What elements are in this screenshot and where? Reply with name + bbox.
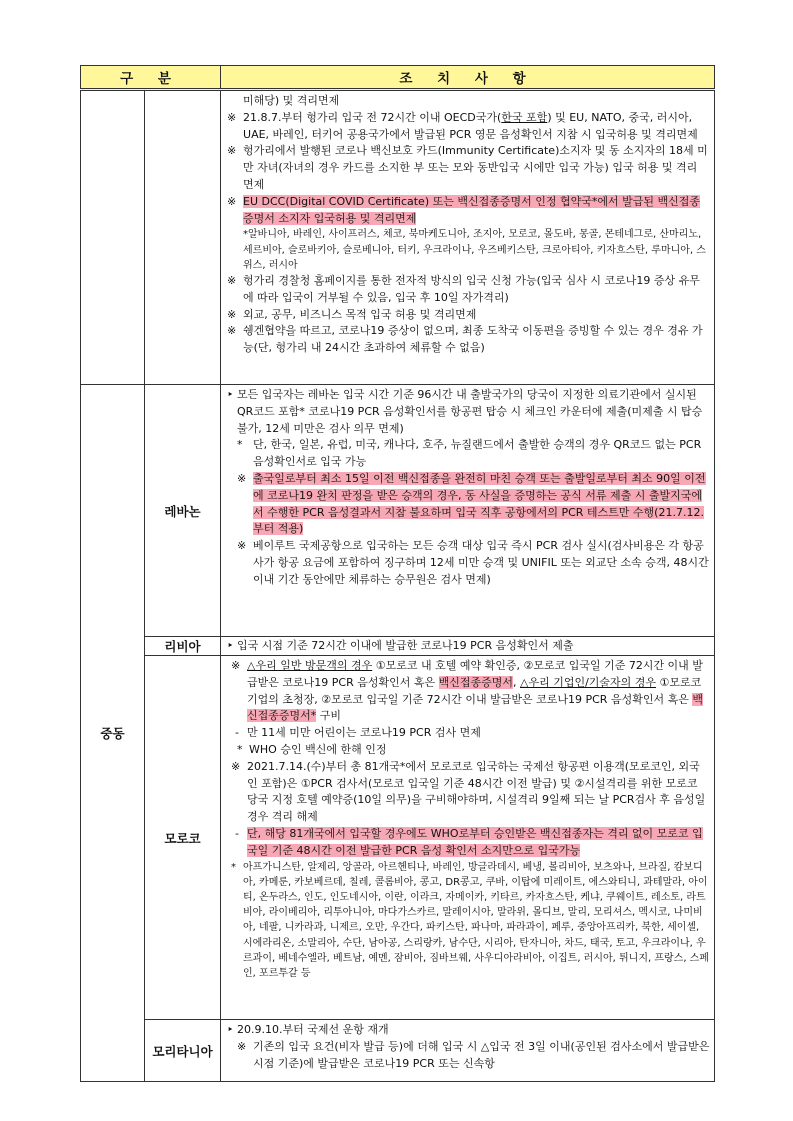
hungary-item-6: ※ 외교, 공무, 비즈니스 목적 입국 허용 및 격리면제 — [227, 307, 477, 321]
hungary-country-list: *알바니아, 바레인, 사이프러스, 체코, 북마케도니아, 조지아, 모로코, 몰도바, 몽골, 몬테네그로, 산마리노, 세르비아, 슬로바키아, 슬로베니아, 터키, 우크라이나, 우즈베키스탄, 크로아티아, 키자흐스탄, 루마니아, 스위스, 러시아 — [243, 229, 706, 271]
mauritania-item-2: ※ 기존의 입국 요건(비자 발급 등)에 더해 입국 시 △입국 전 3일 이내(공인된 검사소에서 발급받은 시점 기준)에 발급받은 코로나19 PCR 또는 신속항 — [237, 1039, 710, 1070]
table-row-lebanon — [81, 385, 715, 637]
korea-included-underline: 한국 포함 — [501, 110, 548, 124]
morocco-vaccinated-highlight: 단, 해당 81개국에서 입국할 경우에도 WHO로부터 승인받은 백신접종자는 격리 없이 모로코 입국일 기준 48시간 이전 발급한 PCR 음성 확인서 소지만으로 입국가능 — [247, 826, 703, 857]
hungary-item-1: ※ 21.8.7.부터 헝가리 입국 전 72시간 이내 OECD국가(한국 포함) 및 EU, NATO, 중국, 러시아, UAE, 바레인, 터키어 공용국가에서 발급된 PCR 영문 음성확인서 지참 시 입국허용 및 격리면제 — [227, 110, 698, 141]
region-middle-east: 중동 — [81, 385, 145, 1082]
morocco-item-c: * WHO 승인 백신에 한해 인정 — [237, 742, 387, 756]
morocco-item-d: ※ 2021.7.14.(수)부터 총 81개국*에서 모로코로 입국하는 국제선 항공편 이용객(모로코인, 외국인 포함)은 ①PCR 검사서(모로코 입국일 기준 48시간 이전 발급) 및 ②시설격리를 위한 모로코 당국 지정 호텔 예약증(10일 의무)을 구비해야하며, 시설격리 9일째 되는 날 PCR검사 후 음성일 경우 격리 해제 — [231, 759, 706, 824]
country-morocco: 모로코 — [145, 656, 221, 1020]
morocco-item-a: ※ △우리 일반 방문객의 경우 ①모로코 내 호텔 예약 확인증, ②모로코 입국일 기준 72시간 이내 발급받은 코로나19 PCR 음성확인서 혹은 백신접종증명서, △우리 기업인/기술자의 경우 ①모로코 기업의 초청장, ②모로코 입국일 기준 72시간 이내 발급받은 코로나19 PCR 음성확인서 혹은 백신접종증명서* 구비 — [231, 659, 703, 723]
table-row-mauritania — [81, 1020, 715, 1082]
lebanon-item-2: * 단, 한국, 일본, 유럽, 미국, 캐나다, 호주, 뉴질랜드에서 출발한 승객의 경우 QR코드 없는 PCR 음성확인서로 입국 가능 — [237, 438, 702, 469]
hungary-line-0: 미해당) 및 격리면제 — [243, 94, 340, 107]
header-measures: 조 치 사 항 — [221, 66, 715, 90]
morocco-vaccine-cert-highlight-1: 백신접종증명서 — [438, 675, 513, 689]
libya-item-1: ‣ 입국 시점 기준 72시간 이내에 발급한 코로나19 PCR 음성확인서 제출 — [227, 639, 574, 652]
morocco-vaccine-cert-highlight-2: 백신접종증명서* — [247, 692, 703, 723]
measures-cell-hungary — [221, 90, 715, 385]
table-row-libya — [81, 637, 715, 656]
country-cell-empty — [145, 90, 221, 385]
morocco-item-b: - 만 11세 미만 어린이는 코로나19 PCR 검사 면제 — [235, 726, 481, 740]
measures-cell-libya — [221, 637, 715, 656]
country-libya: 리비아 — [145, 637, 221, 656]
morocco-item-e: - 단, 해당 81개국에서 입국할 경우에도 WHO로부터 승인받은 백신접종자는 격리 없이 모로코 입국일 기준 48시간 이전 발급한 PCR 음성 확인서 소지만으로 입국가능 — [235, 826, 703, 857]
country-lebanon: 레바논 — [145, 385, 221, 637]
morocco-country-list: * 아프가니스탄, 알제리, 앙골라, 아르헨티나, 바레인, 방글라데시, 베냉, 볼리비아, 보츠와나, 브라질, 캄보디아, 카메룬, 카보베르데, 칠레, 콜롬비아, 콩고, DR콩고, 쿠바, 이탑에 미레이트, 에스와티니, 과테말라, 아이티, 온두라스, 인도, 인도네시아, 이란, 이라크, 자메이카, 키타르, 카자흐스탄, 케냐, 쿠웨이트, 레소토, 라트비아, 라이베리아, 리투아니아, 마다가스카르, 말레이시아, 말라위, 몰디브, 말리, 모리셔스, 멕시코, 나미비아, 네팔, 니카라과, 니제르, 오만, 우간다, 파키스탄, 파나마, 파라과이, 페루, 중앙아프리카, 북한, 세이셸, 시에라리온, 소말리아, 수단, 남아공, 스리랑카, 남수단, 시리아, 탄자니아, 차드, 태국, 토고, 우크라이나, 우르과이, 베네수엘라, 베트남, 예멘, 잠비아, 짐바브웨, 사우디아라비아, 이집트, 러시아, 튀니지, 프랑스, 스페인, 포르투갈 등 — [231, 861, 710, 979]
country-mauritania: 모리타니아 — [145, 1020, 221, 1082]
lebanon-item-4: ※ 베이루트 국제공항으로 입국하는 모든 승객 대상 입국 즉시 PCR 검사 실시(검사비용은 각 항공사가 항공 요금에 포함하여 징구하며 12세 미만 승객 및 UNIFIL 또는 외교단 소속 승객, 48시간 이내 기간 동안에만 체류하는 승무원은 검사 면제) — [237, 539, 709, 586]
measures-table — [80, 65, 715, 1082]
eu-dcc-highlight: EU DCC(Digital COVID Certificate) 또는 백신접종증명서 인정 협약국*에서 발급된 백신접종증명서 소지자 입국허용 및 격리면제 — [243, 194, 700, 225]
header-category: 구 분 — [81, 66, 221, 90]
lebanon-vaccine-highlight: 출국일로부터 최소 15일 이전 백신접종을 완전히 마친 승객 또는 출발일로부터 최소 90일 이전에 코로나19 완치 판정을 받은 승객의 경우, 동 사실을 증명하는 공식 서류 제출 시 출발지국에서 수행한 PCR 음성결과서 지참 불요하며 입국 직후 공항에서의 PCR 테스트만 수행(21.7.12. 부터 적용) — [253, 471, 706, 536]
hungary-item-7: ※ 쉥겐협약을 따르고, 코로나19 증상이 없으며, 최종 도착국 이동편을 증빙할 수 있는 경우 경유 가능(단, 헝가리 내 24시간 초과하여 체류할 수 없음) — [227, 324, 703, 355]
hungary-item-2: ※ 헝가리에서 발행된 코로나 백신보호 카드(Immunity Certificate)소지자 및 동 소지자의 18세 미만 자녀(자녀의 경우 카드를 소지한 부 또는 모와 동반입국 시에만 입국 가능) 입국 허용 및 격리 면제 — [227, 144, 708, 191]
hungary-item-3: ※ EU DCC(Digital COVID Certificate) 또는 백신접종증명서 인정 협약국*에서 발급된 백신접종증명서 소지자 입국허용 및 격리면제 — [227, 194, 700, 225]
lebanon-item-3: ※ 출국일로부터 최소 15일 이전 백신접종을 완전히 마친 승객 또는 출발일로부터 최소 90일 이전에 코로나19 완치 판정을 받은 승객의 경우, 동 사실을 증명하는 공식 서류 제출 시 출발지국에서 수행한 PCR 음성결과서 지참 불요하며 입국 직후 공항에서의 PCR 테스트만 수행(21.7.12. 부터 적용) — [237, 471, 706, 536]
mauritania-item-1: ‣ 20.9.10.부터 국제선 운항 재개 — [227, 1023, 389, 1036]
table-row-morocco — [81, 656, 715, 1020]
measures-cell-mauritania — [221, 1020, 715, 1082]
hungary-item-5: ※ 헝가리 경찰청 홈페이지를 통한 전자적 방식의 입국 신청 가능(입국 심사 시 코로나19 증상 유무에 따라 입국이 거부될 수 있음, 입국 후 10일 자가격리) — [227, 273, 700, 304]
region-cell-empty — [81, 90, 145, 385]
table-row-hungary — [81, 90, 715, 385]
table-header-row — [81, 66, 715, 90]
measures-cell-lebanon — [221, 385, 715, 637]
lebanon-item-1: ‣ 모든 입국자는 레바논 입국 시간 기준 96시간 내 출발국가의 당국이 지정한 의료기관에서 실시된 QR코드 포함* 코로나19 PCR 음성확인서를 항공편 탑승 시 체크인 카운터에 제출(미제출 시 탑승 불가, 12세 미만은 검사 의무 면제) — [227, 388, 703, 435]
measures-cell-morocco — [221, 656, 715, 1020]
